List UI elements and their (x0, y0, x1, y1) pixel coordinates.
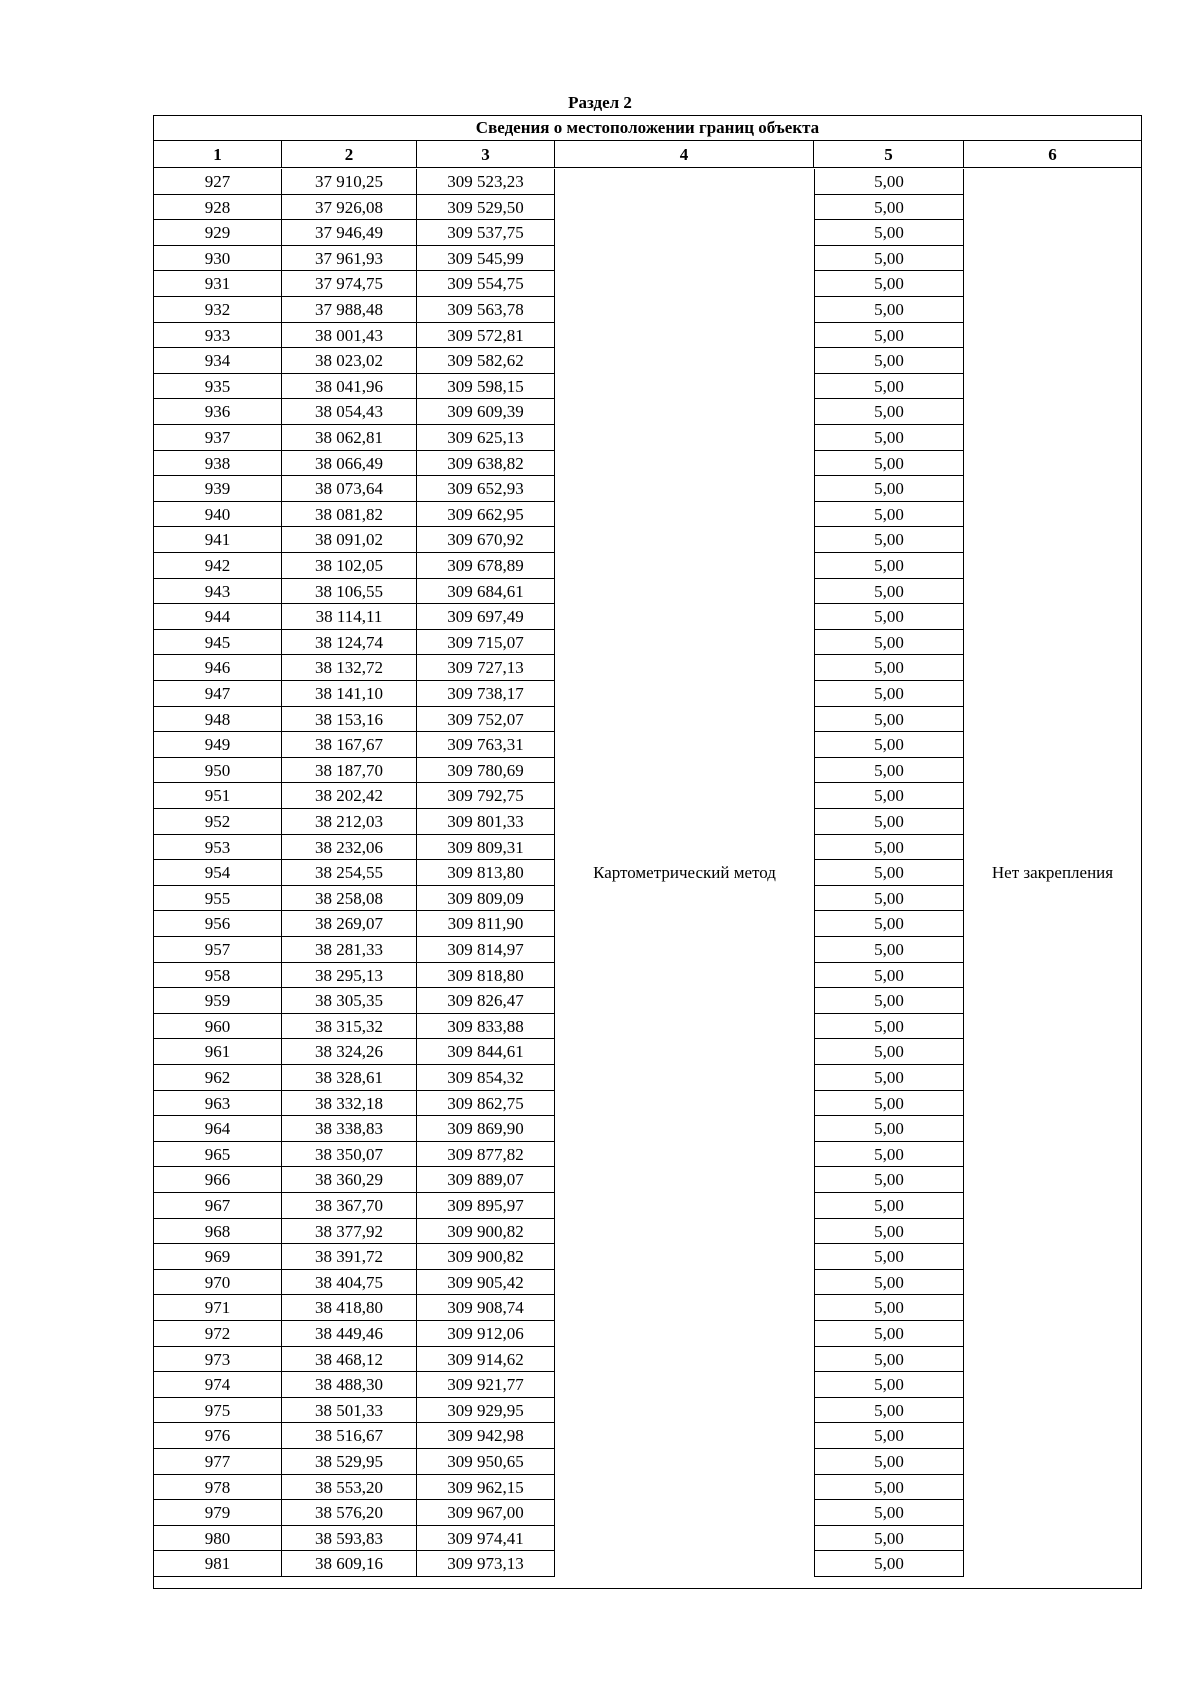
point-number-cell: 952 (154, 809, 282, 835)
point-number-cell: 981 (154, 1551, 282, 1577)
precision-cell: 5,00 (814, 1244, 964, 1270)
y-coordinate-cell: 309 582,62 (417, 348, 555, 374)
precision-cell: 5,00 (814, 860, 964, 886)
precision-cell: 5,00 (814, 1347, 964, 1373)
x-coordinate-cell: 38 232,06 (282, 835, 417, 861)
x-coordinate-cell: 38 593,83 (282, 1526, 417, 1552)
precision-cell: 5,00 (814, 271, 964, 297)
x-coordinate-cell: 37 974,75 (282, 271, 417, 297)
precision-cell: 5,00 (814, 374, 964, 400)
point-number-cell: 934 (154, 348, 282, 374)
point-number-cell: 942 (154, 553, 282, 579)
y-coordinate-cell: 309 792,75 (417, 783, 555, 809)
y-coordinate-cell: 309 950,65 (417, 1449, 555, 1475)
point-number-cell: 971 (154, 1295, 282, 1321)
y-coordinate-cell: 309 862,75 (417, 1091, 555, 1117)
x-coordinate-cell: 38 360,29 (282, 1167, 417, 1193)
x-coordinate-cell: 38 501,33 (282, 1398, 417, 1424)
y-coordinate-cell: 309 763,31 (417, 732, 555, 758)
precision-cell: 5,00 (814, 1321, 964, 1347)
point-number-cell: 956 (154, 911, 282, 937)
x-coordinate-cell: 38 418,80 (282, 1295, 417, 1321)
x-coordinate-cell: 38 114,11 (282, 604, 417, 630)
x-coordinate-cell: 37 988,48 (282, 297, 417, 323)
x-coordinate-cell: 38 054,43 (282, 399, 417, 425)
precision-cell: 5,00 (814, 1142, 964, 1168)
column-header-1: 1 (154, 141, 282, 168)
x-coordinate-cell: 38 132,72 (282, 655, 417, 681)
y-coordinate-cell: 309 801,33 (417, 809, 555, 835)
precision-cell: 5,00 (814, 655, 964, 681)
x-coordinate-cell: 37 910,25 (282, 169, 417, 195)
point-number-cell: 951 (154, 783, 282, 809)
x-coordinate-cell: 38 391,72 (282, 1244, 417, 1270)
x-coordinate-cell: 38 106,55 (282, 579, 417, 605)
table-caption: Сведения о местоположении границ объекта (154, 116, 1141, 141)
point-number-cell: 959 (154, 988, 282, 1014)
precision-cell: 5,00 (814, 1270, 964, 1296)
point-number-cell: 968 (154, 1219, 282, 1245)
precision-cell: 5,00 (814, 1219, 964, 1245)
precision-cell: 5,00 (814, 348, 964, 374)
point-number-cell: 929 (154, 220, 282, 246)
x-coordinate-cell: 38 124,74 (282, 630, 417, 656)
y-coordinate-cell: 309 895,97 (417, 1193, 555, 1219)
y-coordinate-cell: 309 967,00 (417, 1500, 555, 1526)
y-coordinate-cell: 309 818,80 (417, 963, 555, 989)
point-number-cell: 978 (154, 1475, 282, 1501)
y-coordinate-cell: 309 809,09 (417, 886, 555, 912)
y-coordinate-cell: 309 523,23 (417, 169, 555, 195)
precision-cell: 5,00 (814, 630, 964, 656)
x-coordinate-cell: 38 576,20 (282, 1500, 417, 1526)
y-coordinate-cell: 309 684,61 (417, 579, 555, 605)
point-number-cell: 963 (154, 1091, 282, 1117)
y-coordinate-cell: 309 638,82 (417, 451, 555, 477)
precision-cell: 5,00 (814, 1014, 964, 1040)
x-coordinate-cell: 38 066,49 (282, 451, 417, 477)
precision-cell: 5,00 (814, 1526, 964, 1552)
point-number-cell: 957 (154, 937, 282, 963)
point-number-cell: 960 (154, 1014, 282, 1040)
point-number-cell: 964 (154, 1116, 282, 1142)
x-coordinate-cell: 38 328,61 (282, 1065, 417, 1091)
precision-cell: 5,00 (814, 1091, 964, 1117)
point-number-cell: 970 (154, 1270, 282, 1296)
precision-cell: 5,00 (814, 1372, 964, 1398)
point-number-cell: 972 (154, 1321, 282, 1347)
point-number-cell: 948 (154, 707, 282, 733)
y-coordinate-cell: 309 563,78 (417, 297, 555, 323)
y-coordinate-cell: 309 727,13 (417, 655, 555, 681)
column-header-2: 2 (282, 141, 417, 168)
y-coordinate-cell: 309 813,80 (417, 860, 555, 886)
point-number-cell: 930 (154, 246, 282, 272)
y-coordinate-cell: 309 652,93 (417, 476, 555, 502)
precision-cell: 5,00 (814, 399, 964, 425)
point-number-cell: 967 (154, 1193, 282, 1219)
x-coordinate-cell: 38 141,10 (282, 681, 417, 707)
precision-cell: 5,00 (814, 451, 964, 477)
x-coordinate-cell: 37 926,08 (282, 195, 417, 221)
x-coordinate-cell: 38 404,75 (282, 1270, 417, 1296)
y-coordinate-cell: 309 905,42 (417, 1270, 555, 1296)
x-coordinate-cell: 38 350,07 (282, 1142, 417, 1168)
precision-cell: 5,00 (814, 425, 964, 451)
point-number-cell: 940 (154, 502, 282, 528)
point-number-cell: 939 (154, 476, 282, 502)
point-number-cell: 973 (154, 1347, 282, 1373)
point-number-cell: 944 (154, 604, 282, 630)
point-number-cell: 945 (154, 630, 282, 656)
y-coordinate-cell: 309 921,77 (417, 1372, 555, 1398)
precision-cell: 5,00 (814, 195, 964, 221)
point-number-cell: 953 (154, 835, 282, 861)
column-header-5: 5 (814, 141, 964, 168)
x-coordinate-cell: 38 062,81 (282, 425, 417, 451)
point-number-cell: 932 (154, 297, 282, 323)
precision-cell: 5,00 (814, 579, 964, 605)
fixing-cell: Нет закрепления (991, 863, 1114, 882)
precision-cell: 5,00 (814, 707, 964, 733)
y-coordinate-cell: 309 973,13 (417, 1551, 555, 1577)
precision-cell: 5,00 (814, 732, 964, 758)
point-number-cell: 949 (154, 732, 282, 758)
y-coordinate-cell: 309 572,81 (417, 323, 555, 349)
precision-cell: 5,00 (814, 988, 964, 1014)
x-coordinate-cell: 38 305,35 (282, 988, 417, 1014)
x-coordinate-cell: 38 254,55 (282, 860, 417, 886)
point-number-cell: 933 (154, 323, 282, 349)
x-coordinate-cell: 38 073,64 (282, 476, 417, 502)
column-header-4: 4 (555, 141, 814, 168)
precision-cell: 5,00 (814, 758, 964, 784)
boundary-table (153, 115, 1142, 1589)
x-coordinate-cell: 38 091,02 (282, 527, 417, 553)
precision-cell: 5,00 (814, 1167, 964, 1193)
point-number-cell: 937 (154, 425, 282, 451)
precision-cell: 5,00 (814, 783, 964, 809)
x-coordinate-cell: 38 023,02 (282, 348, 417, 374)
point-number-cell: 979 (154, 1500, 282, 1526)
y-coordinate-cell: 309 877,82 (417, 1142, 555, 1168)
y-coordinate-cell: 309 912,06 (417, 1321, 555, 1347)
precision-cell: 5,00 (814, 1423, 964, 1449)
y-coordinate-cell: 309 670,92 (417, 527, 555, 553)
y-coordinate-cell: 309 962,15 (417, 1475, 555, 1501)
point-number-cell: 969 (154, 1244, 282, 1270)
x-coordinate-cell: 38 187,70 (282, 758, 417, 784)
x-coordinate-cell: 38 553,20 (282, 1475, 417, 1501)
y-coordinate-cell: 309 833,88 (417, 1014, 555, 1040)
column-header-3: 3 (417, 141, 555, 168)
point-number-cell: 980 (154, 1526, 282, 1552)
point-number-cell: 954 (154, 860, 282, 886)
x-coordinate-cell: 38 295,13 (282, 963, 417, 989)
x-coordinate-cell: 38 367,70 (282, 1193, 417, 1219)
method-cell: Картометрический метод (593, 863, 776, 882)
x-coordinate-cell: 38 332,18 (282, 1091, 417, 1117)
y-coordinate-cell: 309 814,97 (417, 937, 555, 963)
point-number-cell: 961 (154, 1039, 282, 1065)
precision-cell: 5,00 (814, 681, 964, 707)
precision-cell: 5,00 (814, 323, 964, 349)
precision-cell: 5,00 (814, 886, 964, 912)
precision-cell: 5,00 (814, 937, 964, 963)
point-number-cell: 927 (154, 169, 282, 195)
x-coordinate-cell: 38 449,46 (282, 1321, 417, 1347)
x-coordinate-cell: 37 961,93 (282, 246, 417, 272)
x-coordinate-cell: 38 468,12 (282, 1347, 417, 1373)
y-coordinate-cell: 309 900,82 (417, 1244, 555, 1270)
y-coordinate-cell: 309 715,07 (417, 630, 555, 656)
y-coordinate-cell: 309 811,90 (417, 911, 555, 937)
y-coordinate-cell: 309 598,15 (417, 374, 555, 400)
x-coordinate-cell: 37 946,49 (282, 220, 417, 246)
y-coordinate-cell: 309 908,74 (417, 1295, 555, 1321)
precision-cell: 5,00 (814, 1475, 964, 1501)
point-number-cell: 962 (154, 1065, 282, 1091)
point-number-cell: 946 (154, 655, 282, 681)
precision-cell: 5,00 (814, 220, 964, 246)
precision-cell: 5,00 (814, 476, 964, 502)
point-number-cell: 974 (154, 1372, 282, 1398)
y-coordinate-cell: 309 974,41 (417, 1526, 555, 1552)
x-coordinate-cell: 38 377,92 (282, 1219, 417, 1245)
x-coordinate-cell: 38 102,05 (282, 553, 417, 579)
point-number-cell: 947 (154, 681, 282, 707)
y-coordinate-cell: 309 809,31 (417, 835, 555, 861)
y-coordinate-cell: 309 625,13 (417, 425, 555, 451)
point-number-cell: 936 (154, 399, 282, 425)
x-coordinate-cell: 38 269,07 (282, 911, 417, 937)
x-coordinate-cell: 38 324,26 (282, 1039, 417, 1065)
y-coordinate-cell: 309 545,99 (417, 246, 555, 272)
precision-cell: 5,00 (814, 246, 964, 272)
point-number-cell: 958 (154, 963, 282, 989)
precision-cell: 5,00 (814, 1065, 964, 1091)
precision-cell: 5,00 (814, 527, 964, 553)
y-coordinate-cell: 309 678,89 (417, 553, 555, 579)
x-coordinate-cell: 38 202,42 (282, 783, 417, 809)
precision-cell: 5,00 (814, 604, 964, 630)
precision-cell: 5,00 (814, 1039, 964, 1065)
y-coordinate-cell: 309 752,07 (417, 707, 555, 733)
x-coordinate-cell: 38 167,67 (282, 732, 417, 758)
y-coordinate-cell: 309 662,95 (417, 502, 555, 528)
y-coordinate-cell: 309 609,39 (417, 399, 555, 425)
y-coordinate-cell: 309 914,62 (417, 1347, 555, 1373)
point-number-cell: 938 (154, 451, 282, 477)
precision-cell: 5,00 (814, 835, 964, 861)
precision-cell: 5,00 (814, 1500, 964, 1526)
point-number-cell: 941 (154, 527, 282, 553)
x-coordinate-cell: 38 281,33 (282, 937, 417, 963)
x-coordinate-cell: 38 315,32 (282, 1014, 417, 1040)
point-number-cell: 943 (154, 579, 282, 605)
y-coordinate-cell: 309 554,75 (417, 271, 555, 297)
precision-cell: 5,00 (814, 1116, 964, 1142)
precision-cell: 5,00 (814, 911, 964, 937)
y-coordinate-cell: 309 697,49 (417, 604, 555, 630)
y-coordinate-cell: 309 869,90 (417, 1116, 555, 1142)
precision-cell: 5,00 (814, 963, 964, 989)
x-coordinate-cell: 38 001,43 (282, 323, 417, 349)
point-number-cell: 955 (154, 886, 282, 912)
y-coordinate-cell: 309 900,82 (417, 1219, 555, 1245)
x-coordinate-cell: 38 338,83 (282, 1116, 417, 1142)
precision-cell: 5,00 (814, 1295, 964, 1321)
precision-cell: 5,00 (814, 297, 964, 323)
point-number-cell: 931 (154, 271, 282, 297)
precision-cell: 5,00 (814, 502, 964, 528)
x-coordinate-cell: 38 153,16 (282, 707, 417, 733)
point-number-cell: 975 (154, 1398, 282, 1424)
y-coordinate-cell: 309 844,61 (417, 1039, 555, 1065)
point-number-cell: 976 (154, 1423, 282, 1449)
column-header-6: 6 (964, 141, 1141, 168)
precision-cell: 5,00 (814, 1193, 964, 1219)
y-coordinate-cell: 309 738,17 (417, 681, 555, 707)
point-number-cell: 965 (154, 1142, 282, 1168)
x-coordinate-cell: 38 258,08 (282, 886, 417, 912)
point-number-cell: 935 (154, 374, 282, 400)
precision-cell: 5,00 (814, 1551, 964, 1577)
y-coordinate-cell: 309 826,47 (417, 988, 555, 1014)
precision-cell: 5,00 (814, 169, 964, 195)
x-coordinate-cell: 38 041,96 (282, 374, 417, 400)
point-number-cell: 966 (154, 1167, 282, 1193)
x-coordinate-cell: 38 516,67 (282, 1423, 417, 1449)
point-number-cell: 928 (154, 195, 282, 221)
y-coordinate-cell: 309 929,95 (417, 1398, 555, 1424)
precision-cell: 5,00 (814, 553, 964, 579)
y-coordinate-cell: 309 780,69 (417, 758, 555, 784)
point-number-cell: 950 (154, 758, 282, 784)
y-coordinate-cell: 309 889,07 (417, 1167, 555, 1193)
x-coordinate-cell: 38 081,82 (282, 502, 417, 528)
x-coordinate-cell: 38 212,03 (282, 809, 417, 835)
x-coordinate-cell: 38 529,95 (282, 1449, 417, 1475)
y-coordinate-cell: 309 854,32 (417, 1065, 555, 1091)
point-number-cell: 977 (154, 1449, 282, 1475)
x-coordinate-cell: 38 488,30 (282, 1372, 417, 1398)
precision-cell: 5,00 (814, 1398, 964, 1424)
y-coordinate-cell: 309 529,50 (417, 195, 555, 221)
precision-cell: 5,00 (814, 809, 964, 835)
precision-cell: 5,00 (814, 1449, 964, 1475)
y-coordinate-cell: 309 537,75 (417, 220, 555, 246)
x-coordinate-cell: 38 609,16 (282, 1551, 417, 1577)
y-coordinate-cell: 309 942,98 (417, 1423, 555, 1449)
section-title: Раздел 2 (568, 93, 632, 112)
